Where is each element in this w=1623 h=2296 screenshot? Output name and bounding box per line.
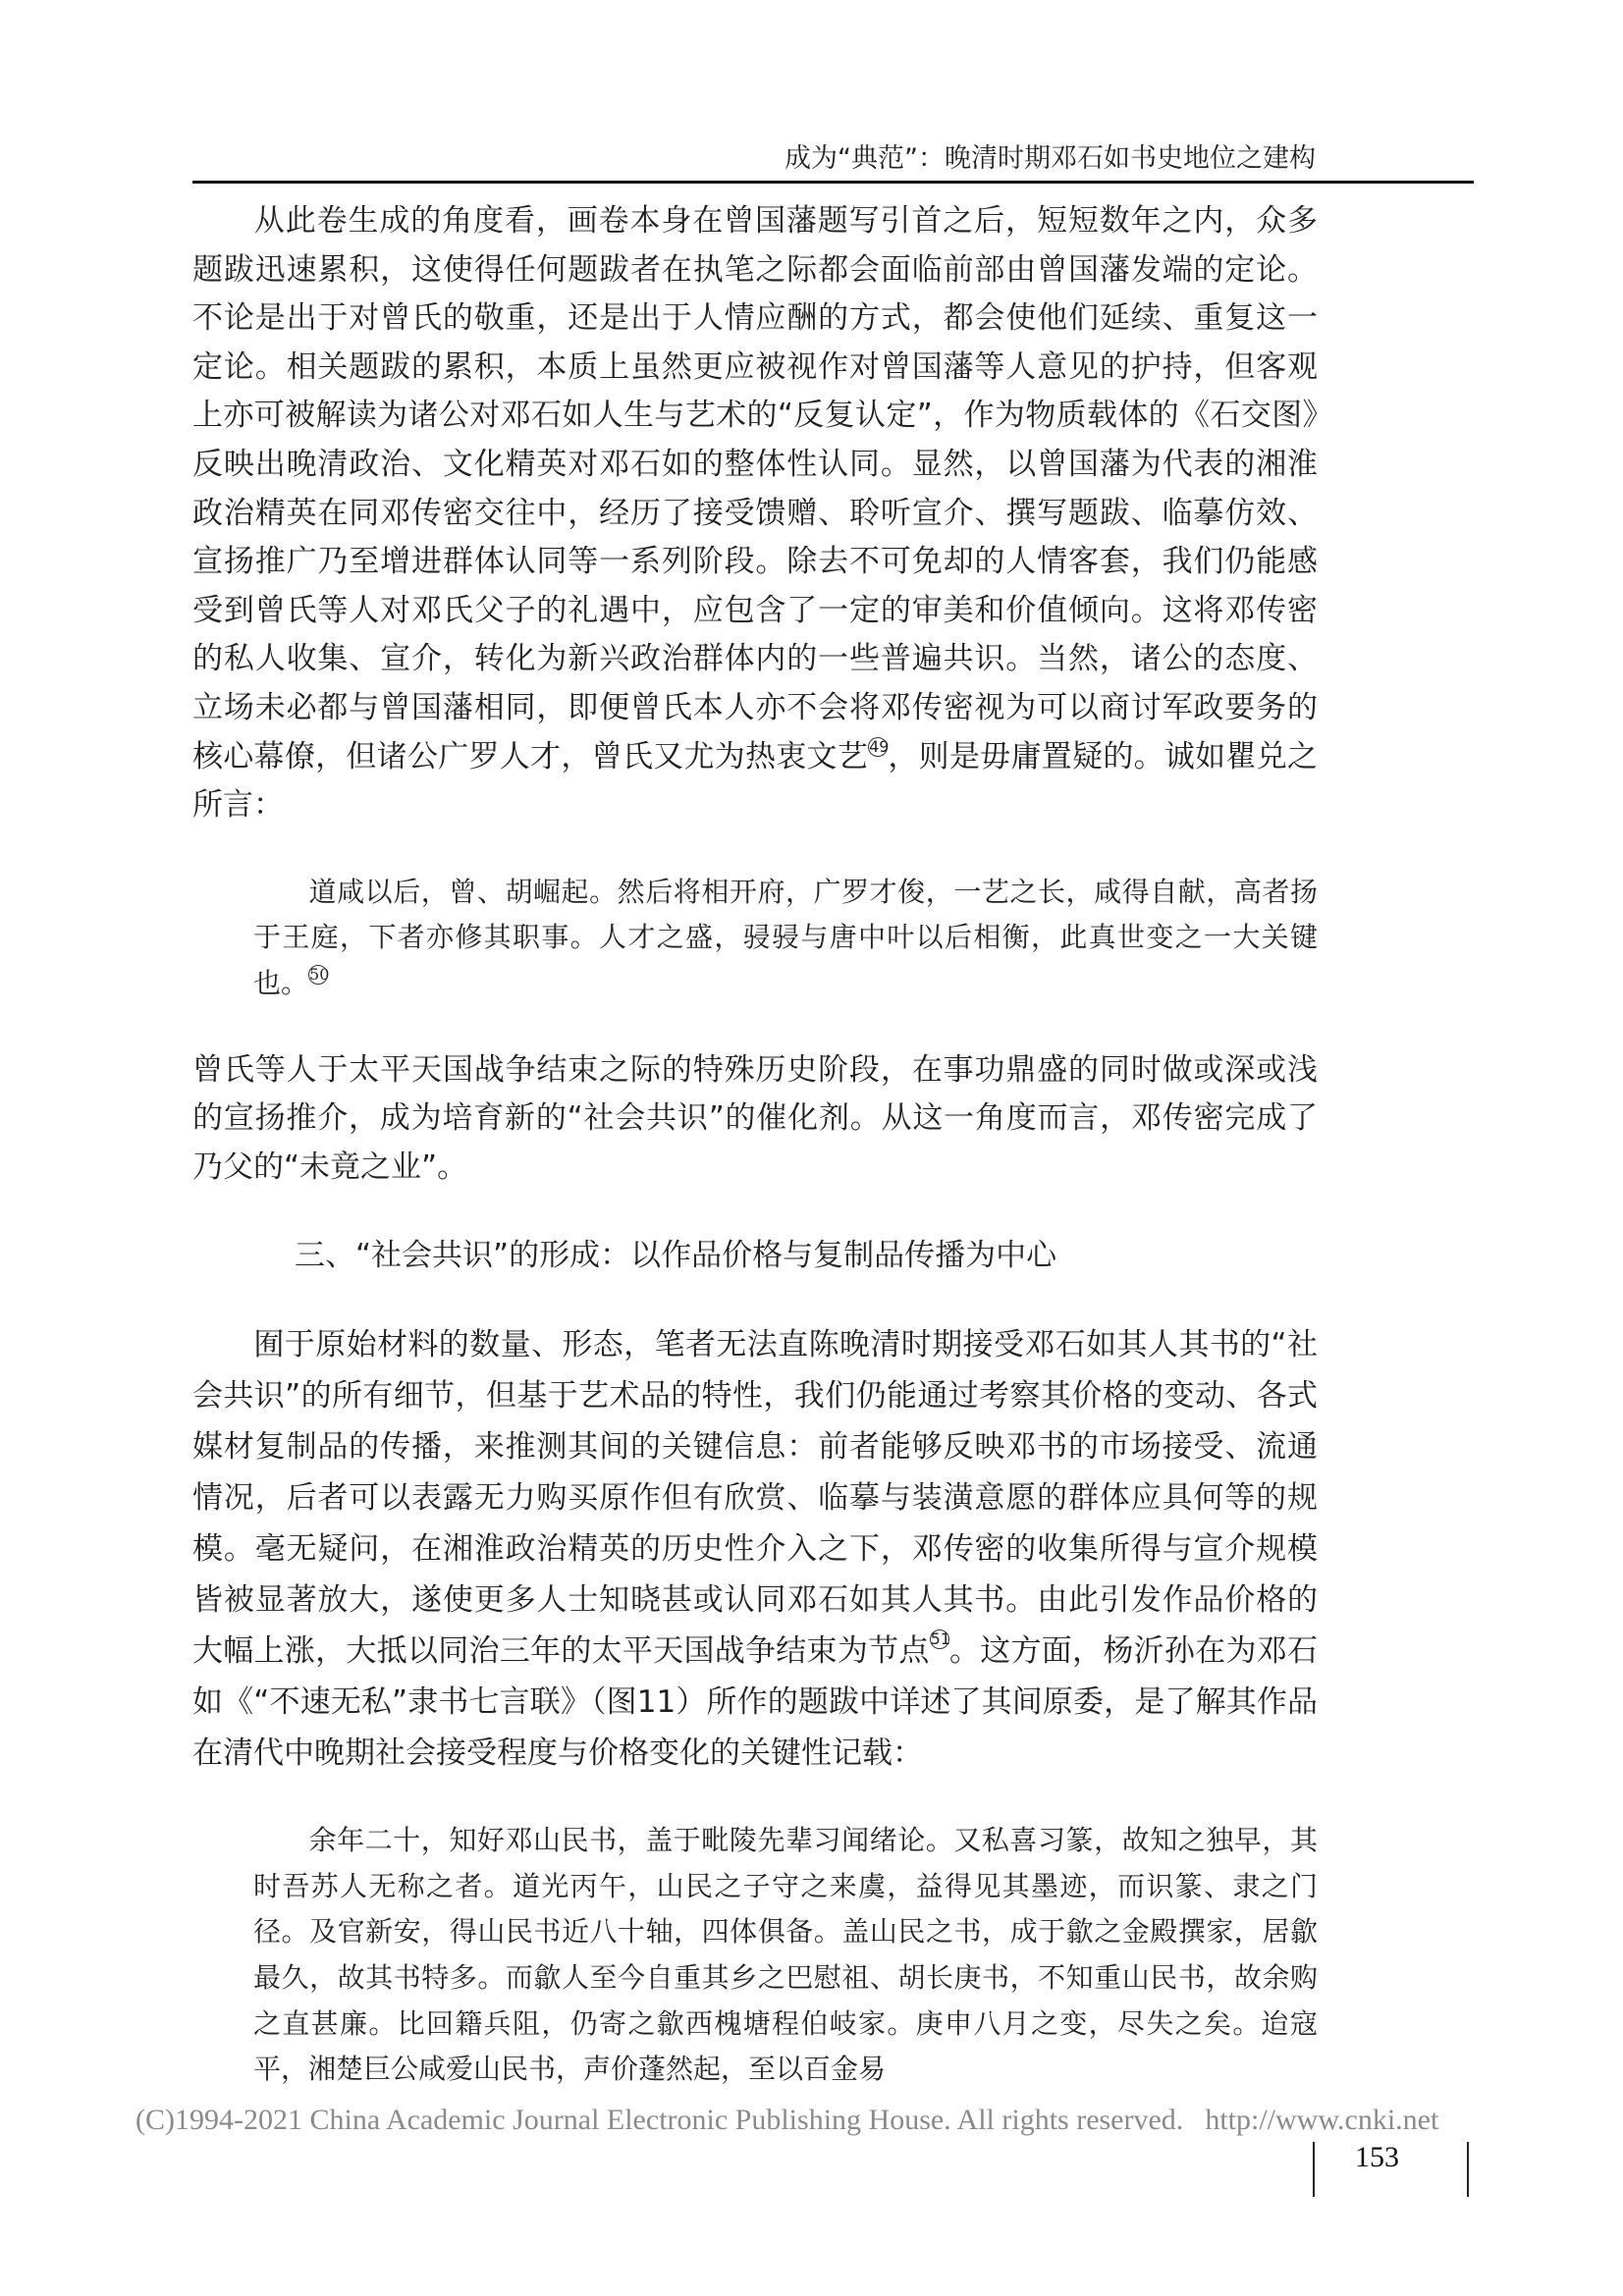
body-paragraph-1 xyxy=(192,197,1318,830)
block-quote-1 xyxy=(253,870,1318,1007)
footnote-marker-50[interactable]: 50 xyxy=(309,964,330,984)
paragraph-2-text: 曾氏等人于太平天国战争结束之际的特殊历史阶段，在事功鼎盛的同时做或深或浅的宣扬推介，成为培育新的“社会共识”的催化剂。从这一角度而言，邓传密完成了乃父的“未竟之业”。 xyxy=(192,1051,1318,1185)
paragraph-3-text-after: 。这方面，杨沂孙在为邓石如《“不速无私”隶书七言联》（图11）所作的题跋中详述了其间原委，是了解其作品在清代中晚期社会接受程度与价格变化的关键性记载： xyxy=(192,1633,1319,1772)
article-body xyxy=(192,197,1318,2093)
body-paragraph-2 xyxy=(192,1046,1318,1193)
page-number-left-rule xyxy=(1313,2142,1315,2197)
running-head-title: 成为“典范”：晚清时期邓石如书史地位之建构 xyxy=(784,143,1316,174)
quote-1-text: 道咸以后，曾、胡崛起。然后将相开府，广罗才俊，一艺之长，咸得自献，高者扬于王庭，下者亦修其职事。人才之盛，骎骎与唐中叶以后相衡，此真世变之一大关键也。 xyxy=(253,875,1318,999)
footnote-marker-49[interactable]: 49 xyxy=(869,736,890,756)
body-paragraph-3 xyxy=(192,1319,1318,1779)
copyright-notice xyxy=(135,2103,1438,2138)
section-heading: 三、“社会共识”的形成：以作品价格与复制品传播为中心 xyxy=(295,1238,1057,1274)
quote-2-text: 余年二十，知好邓山民书，盖于毗陵先辈习闻绪论。又私喜习篆，故知之独早，其时吾苏人无称之者。道光丙午，山民之子守之来虞，益得见其墨迹，而识篆、隶之门径。及官新安，得山民书近八十轴，四体俱备。盖山民之书，成于歙之金殿撰家，居歙最久，故其书特多。而歙人至今自重其乡之巴慰祖、胡长庚书，不知重山民书，故余购之直甚廉。比回籍兵阻，仍寄之歙西槐塘程伯岐家。庚申八月之变，尽失之矣。迨寇平，湘楚巨公咸爱山民书，声价蓬然起，至以百金易 xyxy=(253,1824,1318,2086)
running-head-area xyxy=(192,141,1474,181)
cnki-url-link[interactable]: http://www.cnki.net xyxy=(1205,2103,1439,2136)
header-rule xyxy=(192,181,1474,184)
block-quote-2 xyxy=(253,1818,1318,2093)
footnote-marker-51[interactable]: 51 xyxy=(930,1629,951,1649)
paragraph-1-text-after: ，则是毋庸置疑的。诚如瞿兑之所言： xyxy=(192,738,1318,824)
page-footer xyxy=(0,2103,1623,2211)
page-number: 153 xyxy=(1355,2140,1399,2173)
paragraph-1-text: 从此卷生成的角度看，画卷本身在曾国藩题写引首之后，短短数年之内，众多题跋迅速累积，这使得任何题跋者在执笔之际都会面临前部由曾国藩发端的定论。不论是出于对曾氏的敬重，还是出于人情应酬的方式，都会使他们延续、重复这一定论。相关题跋的累积，本质上虽然更应被视作对曾国藩等人意见的护持，但客观上亦可被解读为诸公对邓石如人生与艺术的“反复认定”，作为物质载体的《石交图》反映出晚清政治、文化精英对邓石如的整体性认同。显然，以曾国藩为代表的湘淮政治精英在同邓传密交往中，经历了接受馈赠、聆听宣介、撰写题跋、临摹仿效、宣扬推广乃至增进群体认同等一系列阶段。除去不可免却的人情客套，我们仍能感受到曾氏等人对邓氏父子的礼遇中，应包含了一定的审美和价值倾向。这将邓传密的私人收集、宣介，转化为新兴政治群体内的一些普遍共识。当然，诸公的态度、立场未必都与曾国藩相同，即便曾氏本人亦不会将邓传密视为可以商讨军政要务的核心幕僚，但诸公广罗人才，曾氏又尤为热衷文艺 xyxy=(192,203,1318,774)
paragraph-3-text: 囿于原始材料的数量、形态，笔者无法直陈晚清时期接受邓石如其人其书的“社会共识”的所有细节，但基于艺术品的特性，我们仍能通过考察其价格的变动、各式媒材复制品的传播，来推测其间的关键信息：前者能够反映邓书的市场接受、流通情况，后者可以表露无力购买原作但有欣赏、临摹与装潢意愿的群体应具何等的规模。毫无疑问，在湘淮政治精英的历史性介入之下，邓传密的收集所得与宣介规模皆被显著放大，遂使更多人士知晓甚或认同邓石如其人其书。由此引发作品价格的大幅上涨，大抵以同治三年的太平天国战争结束为节点 xyxy=(192,1327,1318,1670)
page-number-right-rule xyxy=(1467,2142,1469,2197)
copyright-text: (C)1994-2021 China Academic Journal Electronic Publishing House. All rights reserved. xyxy=(135,2103,1184,2136)
